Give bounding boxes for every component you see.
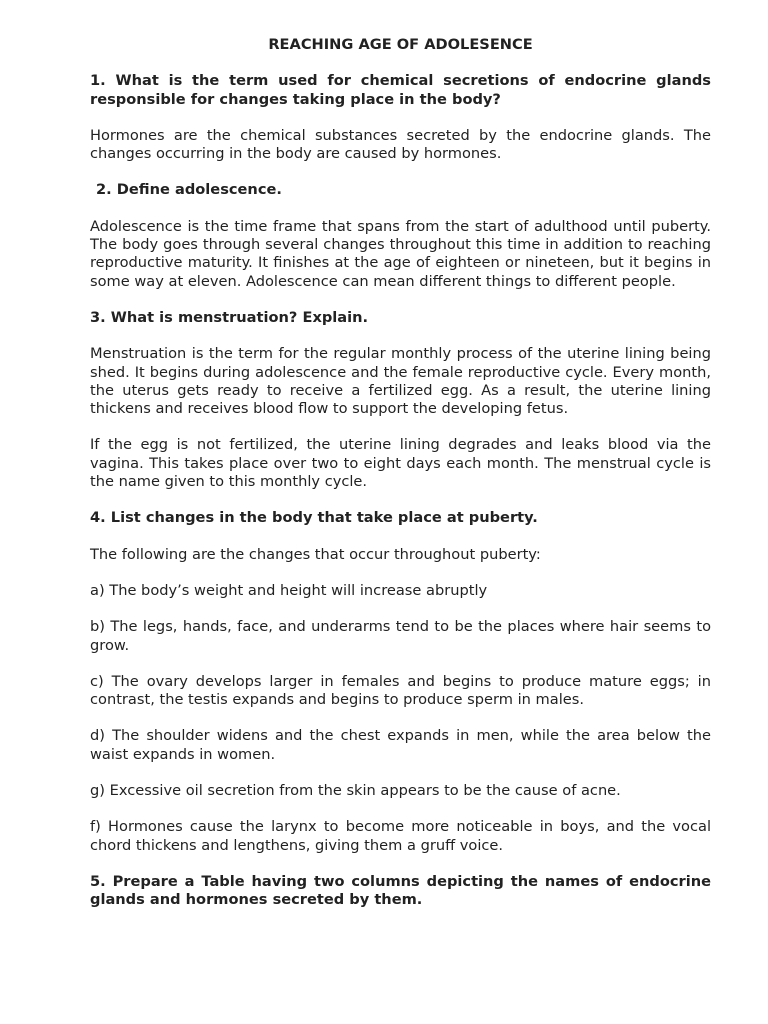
question-4: 4. List changes in the body that take place at puberty. [90,509,538,527]
list-item: g) Excessive oil secretion from the skin appears to be the cause of acne. [90,782,621,800]
list-item: b) The legs, hands, face, and underarms tend to be the places where hair seems to grow. [90,618,711,654]
answer-3-paragraph-1: Menstruation is the term for the regular monthly process of the uterine lining being shed. It begins during adolescence and the female reproductive cycle. Every month, the uterus gets ready to receive a fertilized egg. As a result, the uterine lining thickens and receives blood flow to support the developing fetus. [90,345,711,418]
answer-4-intro: The following are the changes that occur throughout puberty: [90,545,541,563]
answer-1: Hormones are the chemical substances secreted by the endocrine glands. The changes occurring in the body are caused by hormones. [90,126,711,163]
question-5: 5. Prepare a Table having two columns depicting the names of endocrine glands and hormones secreted by them. [90,872,711,909]
answer-3-paragraph-2: If the egg is not fertilized, the uterine lining degrades and leaks blood via the vagina. This takes place over two to eight days each month. The menstrual cycle is the name given to this monthly cycle. [90,436,711,491]
list-item: f) Hormones cause the larynx to become more noticeable in boys, and the vocal chord thickens and lengthens, giving them a gruff voice. [90,818,711,854]
list-item: a) The body’s weight and height will increase abruptly [90,581,488,599]
list-item: d) The shoulder widens and the chest expands in men, while the area below the waist expands in women. [90,727,711,763]
question-3: 3. What is menstruation? Explain. [90,308,369,326]
document-title: REACHING AGE OF ADOLESENCE [268,36,533,53]
question-1: 1. What is the term used for chemical secretions of endocrine glands responsible for changes taking place in the body? [90,72,711,108]
document-page [90,36,711,928]
question-2: 2. Define adolescence. [96,181,282,199]
list-item: c) The ovary develops larger in females and begins to produce mature eggs; in contrast, the testis expands and begins to produce sperm in males. [90,672,711,709]
answer-2: Adolescence is the time frame that spans from the start of adulthood until puberty. The body goes through several changes throughout this time in addition to reaching reproductive maturity. It finishes at the age of eighteen or nineteen, but it begins in some way at eleven. Adolescence can mean different things to different people. [90,217,711,290]
